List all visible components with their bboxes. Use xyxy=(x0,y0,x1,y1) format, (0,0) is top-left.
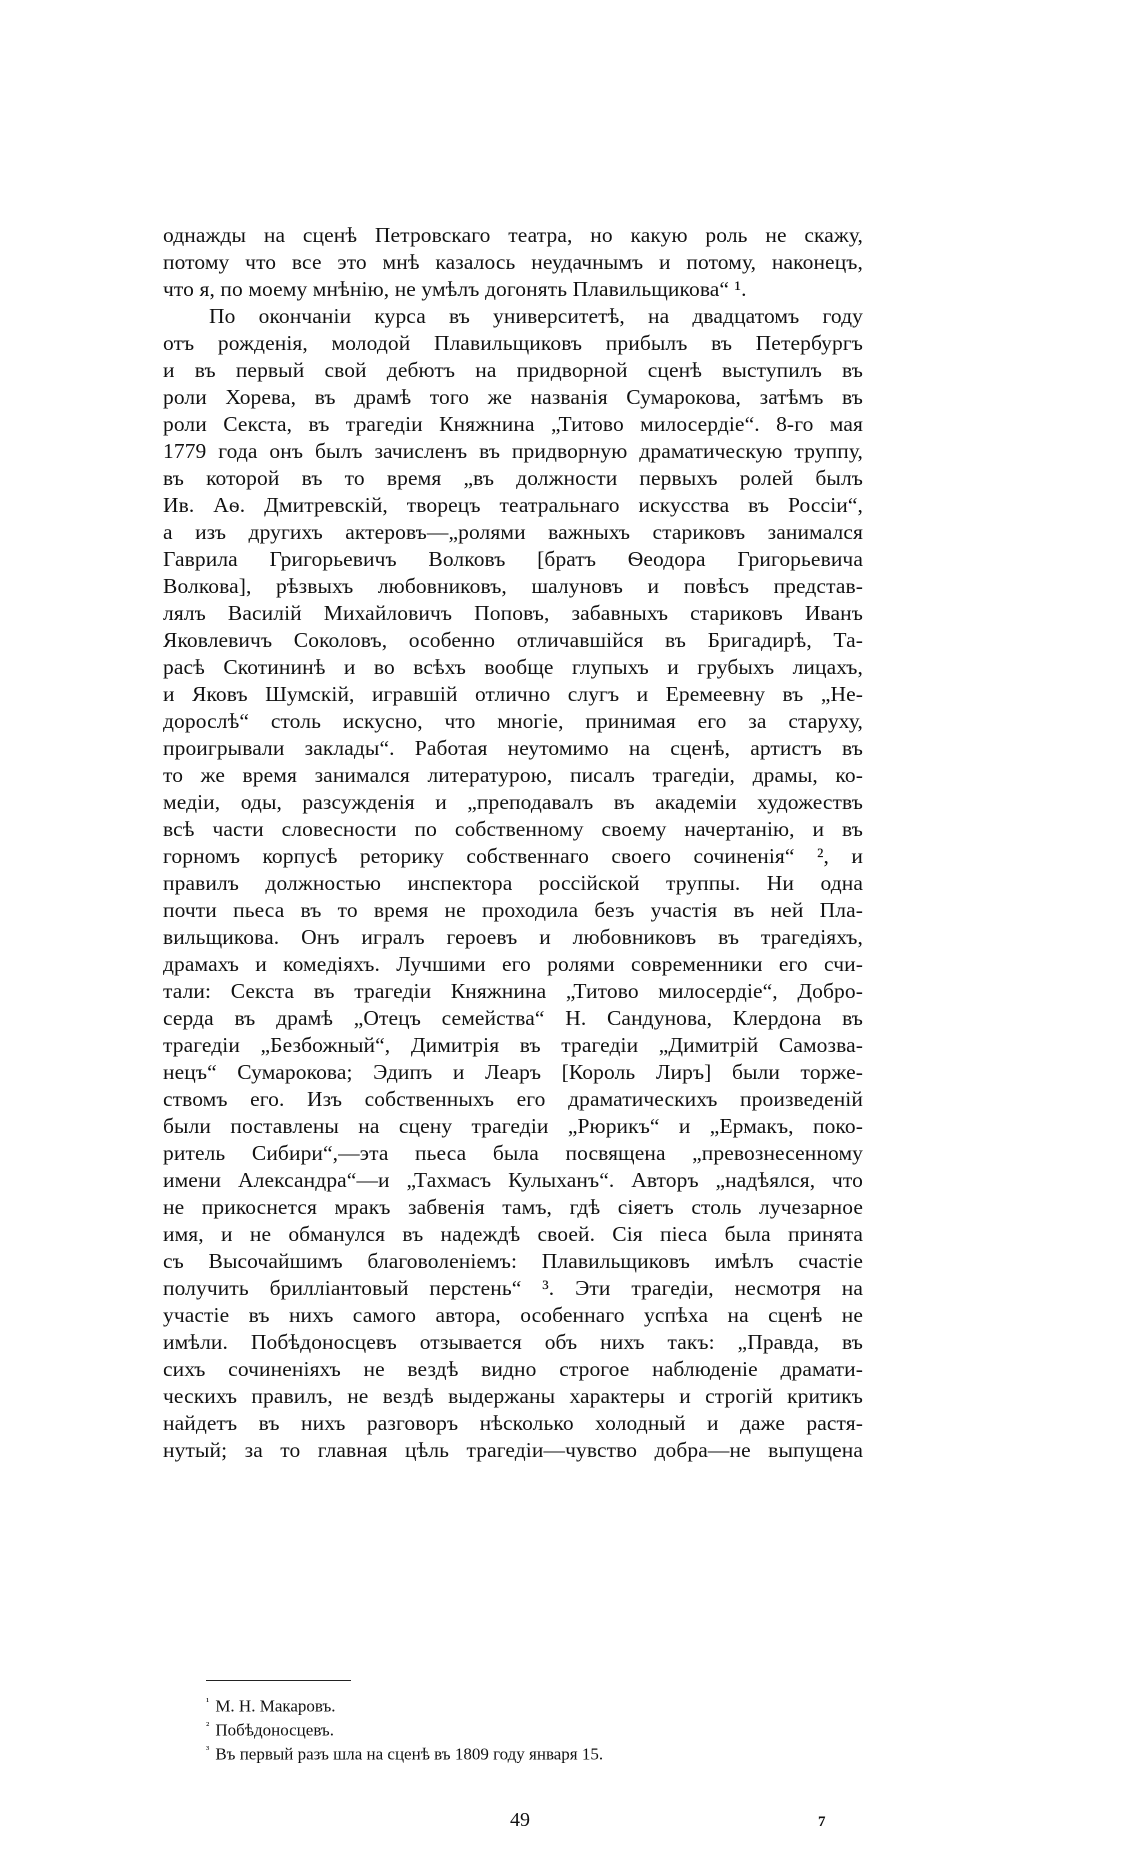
footnote-1 xyxy=(206,1690,826,1714)
text-line: нецъ“ Сумарокова; Эдипъ и Леаръ [Король Лиръ] были торже- xyxy=(163,1060,863,1084)
footnote-mark: ¹ xyxy=(206,1696,210,1708)
footnote-mark: ² xyxy=(206,1720,210,1732)
text-line: Волкова], рѣзвыхъ любовниковъ, шалуновъ и повѣсъ представ- xyxy=(163,574,863,598)
footnote-mark: ³ xyxy=(206,1744,210,1756)
text-line: Ив. Аѳ. Дмитревскій, творецъ театральнаго искусства въ Россіи“, xyxy=(163,493,863,517)
text-line: лялъ Василій Михайловичъ Поповъ, забавныхъ стариковъ Иванъ xyxy=(163,601,863,625)
text-line: ческихъ правилъ, не вездѣ выдержаны характеры и строгій критикъ xyxy=(163,1384,863,1408)
footnote-text: Въ первый разъ шла на сценѣ въ 1809 году января 15. xyxy=(215,1744,604,1764)
text-line: вильщикова. Онъ игралъ героевъ и любовниковъ въ трагедіяхъ, xyxy=(163,925,863,949)
text-line: правилъ должностью инспектора россійской труппы. Ни одна xyxy=(163,871,863,895)
footnote-divider xyxy=(206,1680,351,1681)
text-line: участіе въ нихъ самого автора, особеннаго успѣха на сценѣ не xyxy=(163,1303,863,1327)
text-line: почти пьеса въ то время не проходила безъ участія въ ней Пла- xyxy=(163,898,863,922)
footnote-2 xyxy=(206,1714,826,1738)
text-line: медіи, оды, разсужденія и „преподавалъ въ академіи художествъ xyxy=(163,790,863,814)
text-line: всѣ части словесности по собственному своему начертанію, и въ xyxy=(163,817,863,841)
main-text xyxy=(163,222,863,1464)
footnotes xyxy=(206,1690,826,1762)
text-line: горномъ корпусѣ реторику собственнаго своего сочиненія“ ², и xyxy=(163,844,863,868)
text-line: имени Александра“—и „Тахмасъ Кулыханъ“. Авторъ „надѣялся, что xyxy=(163,1168,863,1192)
text-line: сихъ сочиненіяхъ не вездѣ видно строгое наблюденіе драмати- xyxy=(163,1357,863,1381)
text-line: получить брилліантовый перстень“ ³. Эти трагедіи, несмотря на xyxy=(163,1276,863,1300)
text-line: найдетъ въ нихъ разговоръ нѣсколько холодный и даже растя- xyxy=(163,1411,863,1435)
text-line: отъ рожденія, молодой Плавильщиковъ прибылъ въ Петербургъ xyxy=(163,331,863,355)
paragraph-start-line: По окончаніи курса въ университетѣ, на двадцатомъ году xyxy=(209,304,863,328)
text-line: 1779 года онъ былъ зачисленъ въ придворную драматическую труппу, xyxy=(163,439,863,463)
text-line: дорослѣ“ столь искусно, что многіе, принимая его за старуху, xyxy=(163,709,863,733)
text-line: Гаврила Григорьевичъ Волковъ [братъ Ѳеодора Григорьевича xyxy=(163,547,863,571)
footnote-3 xyxy=(206,1738,826,1762)
text-line: и Яковъ Шумскій, игравшій отлично слугъ и Еремеевну въ „Не- xyxy=(163,682,863,706)
text-line: и въ первый свой дебютъ на придворной сценѣ выступилъ въ xyxy=(163,358,863,382)
text-line: ритель Сибири“,—эта пьеса была посвящена „превознесенному xyxy=(163,1141,863,1165)
text-line: въ которой въ то время „въ должности первыхъ ролей былъ xyxy=(163,466,863,490)
text-line: тали: Секста въ трагедіи Княжнина „Титово милосердіе“, Добро- xyxy=(163,979,863,1003)
signature-mark: 7 xyxy=(818,1814,826,1830)
footnote-text: М. Н. Макаровъ. xyxy=(215,1696,336,1716)
text-line: не прикоснется мракъ забвенія тамъ, гдѣ сіяетъ столь лучезарное xyxy=(163,1195,863,1219)
text-line: съ Высочайшимъ благоволеніемъ: Плавильщиковъ имѣлъ счастіе xyxy=(163,1249,863,1273)
text-line: то же время занимался литературою, писалъ трагедіи, драмы, ко- xyxy=(163,763,863,787)
text-line: нутый; за то главная цѣль трагедіи—чувство добра—не выпущена xyxy=(163,1438,863,1462)
text-line: имѣли. Побѣдоносцевъ отзывается объ нихъ такъ: „Правда, въ xyxy=(163,1330,863,1354)
text-line: а изъ другихъ актеровъ—„ролями важныхъ стариковъ занимался xyxy=(163,520,863,544)
page-number: 49 xyxy=(510,1809,530,1831)
text-line: что я, по моему мнѣнію, не умѣлъ догонять Плавильщикова“ ¹. xyxy=(163,277,747,301)
text-line: роли Секста, въ трагедіи Княжнина „Титово милосердіе“. 8-го мая xyxy=(163,412,863,436)
text-line: были поставлены на сцену трагедіи „Рюрикъ“ и „Ермакъ, поко- xyxy=(163,1114,863,1138)
text-line: ствомъ его. Изъ собственныхъ его драматическихъ произведеній xyxy=(163,1087,863,1111)
text-line: проигрывали заклады“. Работая неутомимо на сценѣ, артистъ въ xyxy=(163,736,863,760)
text-line: драмахъ и комедіяхъ. Лучшими его ролями современники его счи- xyxy=(163,952,863,976)
text-line: Яковлевичъ Соколовъ, особенно отличавшійся въ Бригадирѣ, Та- xyxy=(163,628,863,652)
text-line: трагедіи „Безбожный“, Димитрія въ трагедіи „Димитрій Самозва- xyxy=(163,1033,863,1057)
footnote-text: Побѣдоносцевъ. xyxy=(215,1720,334,1740)
text-line: расѣ Скотининѣ и во всѣхъ вообще глупыхъ и грубыхъ лицахъ, xyxy=(163,655,863,679)
text-line: роли Хорева, въ драмѣ того же названія Сумарокова, затѣмъ въ xyxy=(163,385,863,409)
text-line: имя, и не обманулся въ надеждѣ своей. Сія піеса была принята xyxy=(163,1222,863,1246)
text-line: однажды на сценѣ Петровскаго театра, но какую роль не скажу, xyxy=(163,223,863,247)
text-line: серда въ драмѣ „Отецъ семейства“ Н. Сандунова, Клердона въ xyxy=(163,1006,863,1030)
text-line: потому что все это мнѣ казалось неудачнымъ и потому, наконецъ, xyxy=(163,250,863,274)
